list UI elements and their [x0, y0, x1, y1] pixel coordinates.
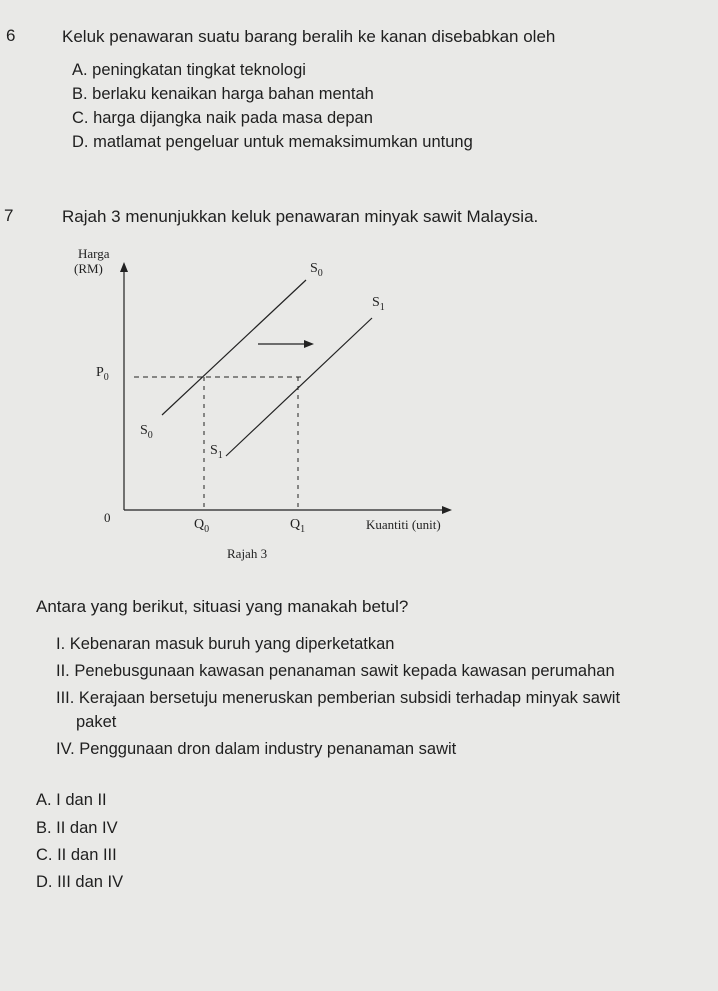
supply-curve-diagram: [60, 240, 500, 570]
supply-curve-s1: [226, 318, 372, 456]
answer-option-a[interactable]: A. I dan II: [36, 791, 107, 809]
shift-arrow-head: [304, 340, 314, 348]
x-axis-arrow: [442, 506, 452, 514]
supply-curve-s0: [162, 280, 306, 415]
y-axis-label-harga: Harga: [78, 246, 110, 261]
question-7-number: 7: [4, 206, 14, 225]
origin-label: 0: [104, 510, 111, 525]
price-p0-label: $P_0$: [96, 365, 109, 383]
question-7-text: Rajah 3 menunjukkan keluk penawaran minyak sawit Malaysia.: [62, 207, 539, 226]
question-6-text: Keluk penawaran suatu barang beralih ke kanan disebabkan oleh: [62, 27, 556, 46]
question-6-option-c[interactable]: C. harga dijangka naik pada masa depan: [72, 109, 373, 127]
statement-2: II. Penebusgunaan kawasan penanaman sawit kepada kawasan perumahan: [56, 662, 615, 680]
question-6-number: 6: [6, 26, 16, 45]
statement-3-continued: paket: [76, 713, 117, 731]
statement-3: III. Kerajaan bersetuju meneruskan pemberian subsidi terhadap minyak sawit: [56, 689, 621, 707]
x-axis-label: Kuantiti (unit): [366, 517, 441, 532]
q1-label: $Q_1$: [290, 517, 306, 535]
statement-1: I. Kebenaran masuk buruh yang diperketatkan: [56, 635, 395, 653]
question-6-option-a[interactable]: A. peningkatan tingkat teknologi: [72, 61, 306, 79]
y-axis-arrow: [120, 262, 128, 272]
statement-4: IV. Penggunaan dron dalam industry penanaman sawit: [56, 740, 457, 758]
answer-option-c[interactable]: C. II dan III: [36, 846, 117, 864]
question-6-option-d[interactable]: D. matlamat pengeluar untuk memaksimumkan untung: [72, 133, 473, 151]
s1-top-label: $S_1$: [372, 295, 385, 313]
s1-bottom-label: $S_1$: [210, 443, 223, 461]
answer-option-b[interactable]: B. II dan IV: [36, 819, 118, 837]
s0-bottom-label: $S_0$: [140, 423, 153, 441]
question-6-option-b[interactable]: B. berlaku kenaikan harga bahan mentah: [72, 85, 374, 103]
q0-label: $Q_0$: [194, 517, 210, 535]
y-axis-label-rm: (RM): [74, 261, 103, 276]
figure-caption: Rajah 3: [227, 546, 268, 561]
s0-top-label: $S_0$: [310, 261, 323, 279]
question-7-prompt: Antara yang berikut, situasi yang manakah betul?: [36, 597, 409, 616]
answer-option-d[interactable]: D. III dan IV: [36, 873, 124, 891]
